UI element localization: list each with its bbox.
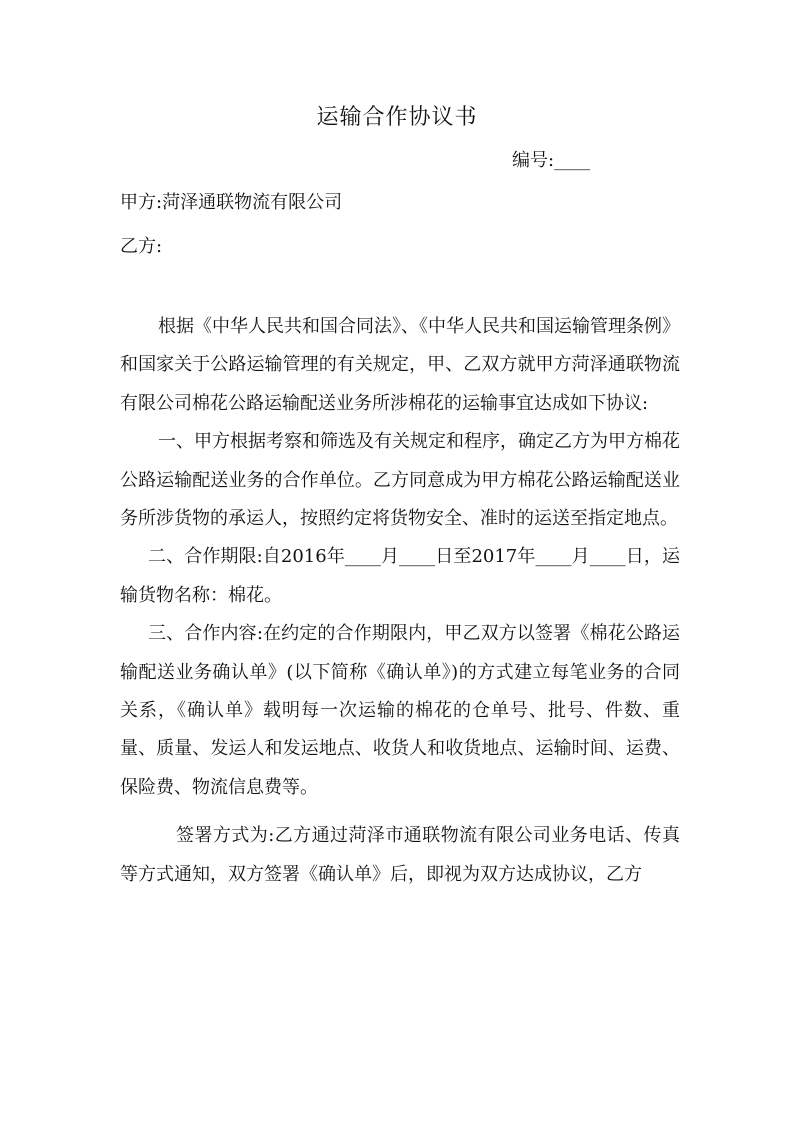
- document-number: 编号:____: [512, 150, 591, 171]
- intro-paragraph: 根据《中华人民共和国合同法》、《中华人民共和国运输管理条例》和国家关于公路运输管理的有关规定，甲、乙双方就甲方菏泽通联物流有限公司棉花公路运输配送业务所涉棉花的运输事宜达成如下协议:: [120, 316, 680, 414]
- party-a: 甲方:菏泽通联物流有限公司: [120, 192, 343, 213]
- signing-method-paragraph: 签署方式为:乙方通过菏泽市通联物流有限公司业务电话、传真等方式通知，双方签署《确认单》后，即视为双方达成协议，乙方: [120, 825, 680, 885]
- clause-3-paragraph: 三、合作内容:在约定的合作期限内，甲乙双方以签署《棉花公路运输配送业务确认单》(以下简称《确认单》)的方式建立每笔业务的合同关系，《确认单》载明每一次运输的棉花的仓单号、批号、件数、重量、质量、发运人和发运地点、收货人和收货地点、运输时间、运费、保险费、物流信息费等。: [120, 623, 680, 798]
- party-b: 乙方:: [120, 236, 163, 257]
- clause-1-paragraph: 一、甲方根据考察和筛选及有关规定和程序，确定乙方为甲方棉花公路运输配送业务的合作单位。乙方同意成为甲方棉花公路运输配送业务所涉货物的承运人，按照约定将货物安全、准时的运送至指定地点。: [120, 431, 680, 530]
- document-body: [120, 308, 680, 894]
- document-title: 运输合作协议书: [316, 105, 478, 130]
- clause-2-paragraph: 二、合作期限:自2016年____月____日至2017年____月____日，运输货物名称：棉花。: [120, 546, 680, 606]
